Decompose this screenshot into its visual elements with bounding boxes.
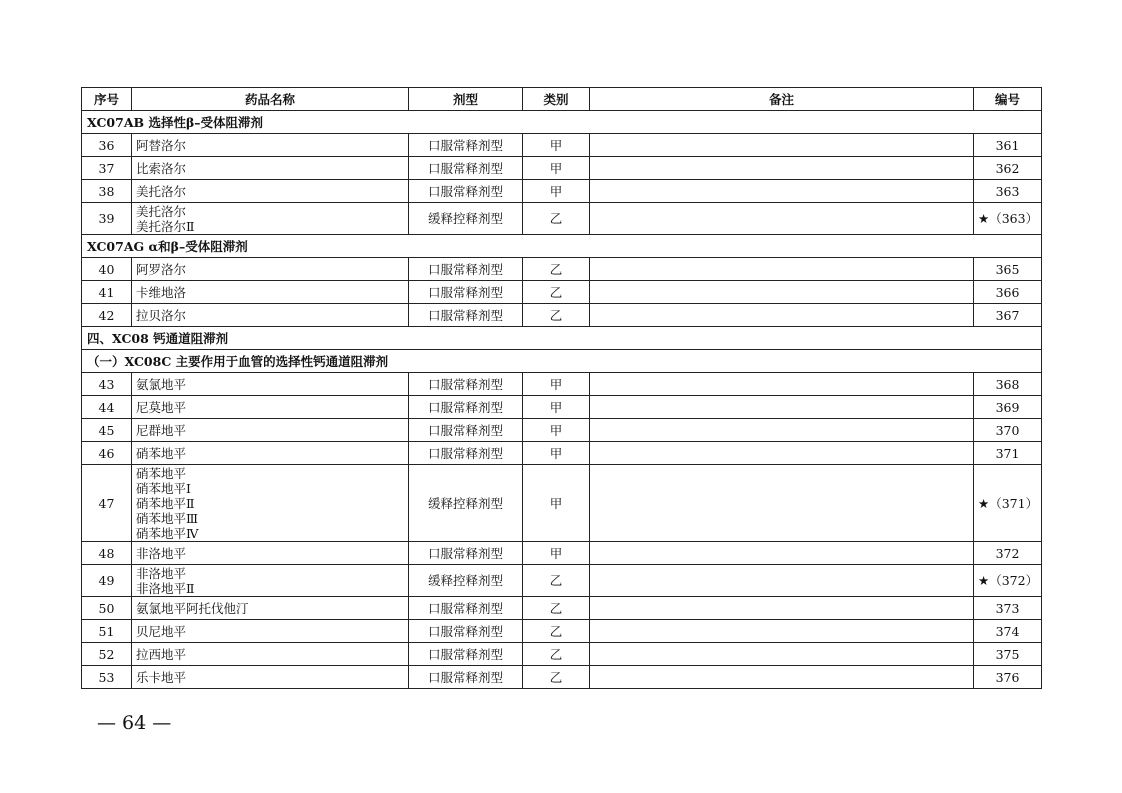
remarks-cell bbox=[590, 134, 974, 157]
table-row bbox=[82, 620, 1042, 643]
dosage-form-cell: 口服常释剂型 bbox=[409, 304, 523, 327]
drug-name-cell: 非洛地平 非洛地平Ⅱ bbox=[132, 565, 409, 597]
remarks-cell bbox=[590, 258, 974, 281]
dosage-form-cell: 口服常释剂型 bbox=[409, 373, 523, 396]
table-row bbox=[82, 304, 1042, 327]
table-row bbox=[82, 442, 1042, 465]
dosage-form-cell: 缓释控释剂型 bbox=[409, 203, 523, 235]
category-cell: 乙 bbox=[523, 620, 590, 643]
drug-name-cell: 氨氯地平 bbox=[132, 373, 409, 396]
section-row bbox=[82, 235, 1042, 258]
dosage-form-cell: 口服常释剂型 bbox=[409, 258, 523, 281]
serial-number-cell: 38 bbox=[82, 180, 132, 203]
remarks-cell bbox=[590, 542, 974, 565]
dosage-form-cell: 缓释控释剂型 bbox=[409, 565, 523, 597]
code-cell: 374 bbox=[974, 620, 1042, 643]
drug-name-cell: 美托洛尔 美托洛尔Ⅱ bbox=[132, 203, 409, 235]
serial-number-cell: 47 bbox=[82, 465, 132, 542]
drug-name-cell: 尼莫地平 bbox=[132, 396, 409, 419]
code-cell: ★（363） bbox=[974, 203, 1042, 235]
remarks-cell bbox=[590, 203, 974, 235]
table-row bbox=[82, 419, 1042, 442]
dosage-form-cell: 口服常释剂型 bbox=[409, 620, 523, 643]
serial-number-cell: 45 bbox=[82, 419, 132, 442]
drug-name-cell: 比索洛尔 bbox=[132, 157, 409, 180]
serial-number-cell: 42 bbox=[82, 304, 132, 327]
category-cell: 乙 bbox=[523, 643, 590, 666]
table-body bbox=[82, 111, 1042, 689]
table-row bbox=[82, 565, 1042, 597]
dosage-form-cell: 口服常释剂型 bbox=[409, 180, 523, 203]
code-cell: 373 bbox=[974, 597, 1042, 620]
section-row bbox=[82, 111, 1042, 134]
header-serial-number: 序号 bbox=[82, 88, 132, 111]
table-row bbox=[82, 666, 1042, 689]
table-row bbox=[82, 157, 1042, 180]
remarks-cell bbox=[590, 373, 974, 396]
drug-name-cell: 阿罗洛尔 bbox=[132, 258, 409, 281]
serial-number-cell: 48 bbox=[82, 542, 132, 565]
drug-list-table bbox=[81, 87, 1042, 689]
drug-name-cell: 拉贝洛尔 bbox=[132, 304, 409, 327]
table-row bbox=[82, 180, 1042, 203]
section-row bbox=[82, 350, 1042, 373]
section-heading: XC07AB 选择性β–受体阻滞剂 bbox=[82, 111, 1042, 134]
serial-number-cell: 39 bbox=[82, 203, 132, 235]
table-header-row bbox=[82, 88, 1042, 111]
table-row bbox=[82, 542, 1042, 565]
remarks-cell bbox=[590, 180, 974, 203]
drug-name-cell: 乐卡地平 bbox=[132, 666, 409, 689]
remarks-cell bbox=[590, 419, 974, 442]
serial-number-cell: 43 bbox=[82, 373, 132, 396]
category-cell: 甲 bbox=[523, 180, 590, 203]
remarks-cell bbox=[590, 666, 974, 689]
code-cell: 366 bbox=[974, 281, 1042, 304]
dosage-form-cell: 缓释控释剂型 bbox=[409, 465, 523, 542]
dosage-form-cell: 口服常释剂型 bbox=[409, 281, 523, 304]
category-cell: 乙 bbox=[523, 666, 590, 689]
serial-number-cell: 50 bbox=[82, 597, 132, 620]
code-cell: ★（371） bbox=[974, 465, 1042, 542]
drug-name-cell: 美托洛尔 bbox=[132, 180, 409, 203]
code-cell: 361 bbox=[974, 134, 1042, 157]
code-cell: 376 bbox=[974, 666, 1042, 689]
code-cell: 363 bbox=[974, 180, 1042, 203]
section-heading: （一）XC08C 主要作用于血管的选择性钙通道阻滞剂 bbox=[82, 350, 1042, 373]
remarks-cell bbox=[590, 442, 974, 465]
drug-name-cell: 尼群地平 bbox=[132, 419, 409, 442]
serial-number-cell: 37 bbox=[82, 157, 132, 180]
serial-number-cell: 46 bbox=[82, 442, 132, 465]
header-code: 编号 bbox=[974, 88, 1042, 111]
remarks-cell bbox=[590, 465, 974, 542]
code-cell: 375 bbox=[974, 643, 1042, 666]
serial-number-cell: 41 bbox=[82, 281, 132, 304]
category-cell: 甲 bbox=[523, 465, 590, 542]
code-cell: 369 bbox=[974, 396, 1042, 419]
category-cell: 乙 bbox=[523, 304, 590, 327]
remarks-cell bbox=[590, 620, 974, 643]
serial-number-cell: 36 bbox=[82, 134, 132, 157]
drug-name-cell: 阿替洛尔 bbox=[132, 134, 409, 157]
category-cell: 乙 bbox=[523, 203, 590, 235]
dosage-form-cell: 口服常释剂型 bbox=[409, 597, 523, 620]
serial-number-cell: 44 bbox=[82, 396, 132, 419]
table-row bbox=[82, 643, 1042, 666]
serial-number-cell: 53 bbox=[82, 666, 132, 689]
remarks-cell bbox=[590, 304, 974, 327]
table-row bbox=[82, 258, 1042, 281]
dosage-form-cell: 口服常释剂型 bbox=[409, 396, 523, 419]
header-dosage-form: 剂型 bbox=[409, 88, 523, 111]
dosage-form-cell: 口服常释剂型 bbox=[409, 542, 523, 565]
serial-number-cell: 52 bbox=[82, 643, 132, 666]
drug-name-cell: 拉西地平 bbox=[132, 643, 409, 666]
table-row bbox=[82, 373, 1042, 396]
header-category: 类别 bbox=[523, 88, 590, 111]
dosage-form-cell: 口服常释剂型 bbox=[409, 134, 523, 157]
code-cell: 368 bbox=[974, 373, 1042, 396]
code-cell: 365 bbox=[974, 258, 1042, 281]
dosage-form-cell: 口服常释剂型 bbox=[409, 157, 523, 180]
table-row bbox=[82, 597, 1042, 620]
category-cell: 甲 bbox=[523, 157, 590, 180]
drug-name-cell: 氨氯地平阿托伐他汀 bbox=[132, 597, 409, 620]
table-row bbox=[82, 465, 1042, 542]
table-row bbox=[82, 396, 1042, 419]
remarks-cell bbox=[590, 597, 974, 620]
dosage-form-cell: 口服常释剂型 bbox=[409, 666, 523, 689]
code-cell: 370 bbox=[974, 419, 1042, 442]
code-cell: 367 bbox=[974, 304, 1042, 327]
remarks-cell bbox=[590, 396, 974, 419]
table-row bbox=[82, 134, 1042, 157]
category-cell: 乙 bbox=[523, 597, 590, 620]
category-cell: 甲 bbox=[523, 419, 590, 442]
header-remarks: 备注 bbox=[590, 88, 974, 111]
serial-number-cell: 49 bbox=[82, 565, 132, 597]
header-drug-name: 药品名称 bbox=[132, 88, 409, 111]
category-cell: 甲 bbox=[523, 396, 590, 419]
serial-number-cell: 51 bbox=[82, 620, 132, 643]
category-cell: 甲 bbox=[523, 373, 590, 396]
category-cell: 乙 bbox=[523, 565, 590, 597]
drug-name-cell: 贝尼地平 bbox=[132, 620, 409, 643]
drug-name-cell: 硝苯地平 硝苯地平Ⅰ 硝苯地平Ⅱ 硝苯地平Ⅲ 硝苯地平Ⅳ bbox=[132, 465, 409, 542]
remarks-cell bbox=[590, 643, 974, 666]
remarks-cell bbox=[590, 565, 974, 597]
dosage-form-cell: 口服常释剂型 bbox=[409, 643, 523, 666]
category-cell: 甲 bbox=[523, 134, 590, 157]
remarks-cell bbox=[590, 281, 974, 304]
code-cell: 372 bbox=[974, 542, 1042, 565]
table-row bbox=[82, 281, 1042, 304]
category-cell: 乙 bbox=[523, 281, 590, 304]
code-cell: ★（372） bbox=[974, 565, 1042, 597]
dosage-form-cell: 口服常释剂型 bbox=[409, 442, 523, 465]
category-cell: 甲 bbox=[523, 542, 590, 565]
table-row bbox=[82, 203, 1042, 235]
code-cell: 371 bbox=[974, 442, 1042, 465]
section-row bbox=[82, 327, 1042, 350]
drug-name-cell: 硝苯地平 bbox=[132, 442, 409, 465]
serial-number-cell: 40 bbox=[82, 258, 132, 281]
section-heading: XC07AG α和β–受体阻滞剂 bbox=[82, 235, 1042, 258]
category-cell: 甲 bbox=[523, 442, 590, 465]
drug-name-cell: 非洛地平 bbox=[132, 542, 409, 565]
drug-name-cell: 卡维地洛 bbox=[132, 281, 409, 304]
section-heading: 四、XC08 钙通道阻滞剂 bbox=[82, 327, 1042, 350]
code-cell: 362 bbox=[974, 157, 1042, 180]
remarks-cell bbox=[590, 157, 974, 180]
page-number: — 64 — bbox=[97, 712, 172, 734]
category-cell: 乙 bbox=[523, 258, 590, 281]
dosage-form-cell: 口服常释剂型 bbox=[409, 419, 523, 442]
